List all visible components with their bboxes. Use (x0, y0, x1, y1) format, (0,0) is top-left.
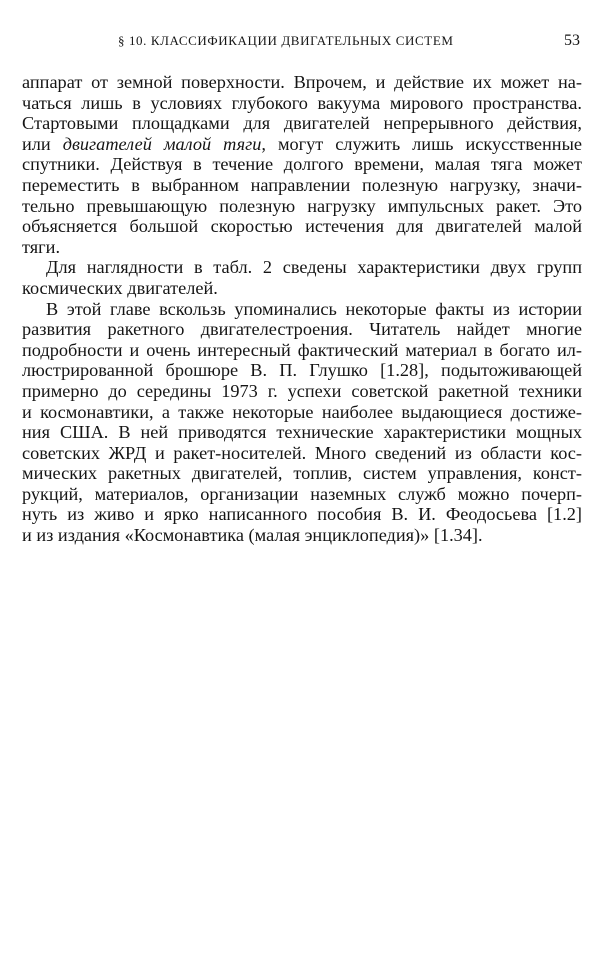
text-line: спутники. Действуя в течение долгого времени, малая тяга может (22, 154, 582, 175)
text-line: примерно до середины 1973 г. успехи советской ракетной техники (22, 380, 582, 401)
page-number: 53 (564, 32, 580, 49)
text-line (22, 134, 582, 155)
text-line: рукций, материалов, организации наземных служб можно почерп- (22, 483, 582, 504)
text-line: чаться лишь в условиях глубокого вакуума мирового пространства. (22, 92, 582, 113)
text-line: и из издания «Космонавтика (малая энциклопедия)» [1.34]. (22, 525, 483, 546)
text-line: В этой главе вскользь упоминались некоторые факты из истории (46, 298, 582, 319)
text-fragment: или (22, 133, 51, 154)
paragraph (22, 257, 582, 298)
text-line: космических двигателей. (22, 277, 218, 298)
running-title: § 10. КЛАССИФИКАЦИИ ДВИГАТЕЛЬНЫХ СИСТЕМ (118, 33, 454, 48)
text-line: Стартовыми площадками для двигателей непрерывного действия, (22, 113, 582, 134)
italic-term: двигателей малой тяги, (62, 133, 266, 154)
paragraph (22, 72, 582, 257)
text-line: и космонавтики, а также некоторые наиболее выдающиеся достиже- (22, 401, 582, 422)
text-line: советских ЖРД и ракет-носителей. Много сведений из области кос- (22, 442, 582, 463)
paragraph (22, 299, 582, 546)
body-text (22, 72, 582, 546)
text-line: тельно превышающую полезную нагрузку импульсных ракет. Это (22, 195, 582, 216)
text-line: люстрированной брошюре В. П. Глушко [1.28], подытоживающей (22, 360, 582, 381)
text-line: объясняется большой скоростью истечения для двигателей малой (22, 216, 582, 237)
text-fragment: могут служить лишь искусственные (277, 133, 582, 154)
text-line: переместить в выбранном направлении полезную нагрузку, значи- (22, 174, 582, 195)
text-line: тяги. (22, 236, 61, 257)
text-line: нуть из живо и ярко написанного пособия В. И. Феодосьева [1.2] (22, 504, 582, 525)
text-line: аппарат от земной поверхности. Впрочем, и действие их может на- (22, 72, 582, 92)
text-line: Для наглядности в табл. 2 сведены характеристики двух групп (46, 257, 582, 278)
text-line: ния США. В ней приводятся технические характеристики мощных (22, 422, 582, 443)
text-line: подробности и очень интересный фактический материал в богато ил- (22, 339, 582, 360)
text-line: развития ракетного двигателестроения. Читатель найдет многие (22, 319, 582, 340)
text-line: мических ракетных двигателей, топлив, систем управления, конст- (22, 463, 582, 484)
running-head (22, 33, 582, 53)
